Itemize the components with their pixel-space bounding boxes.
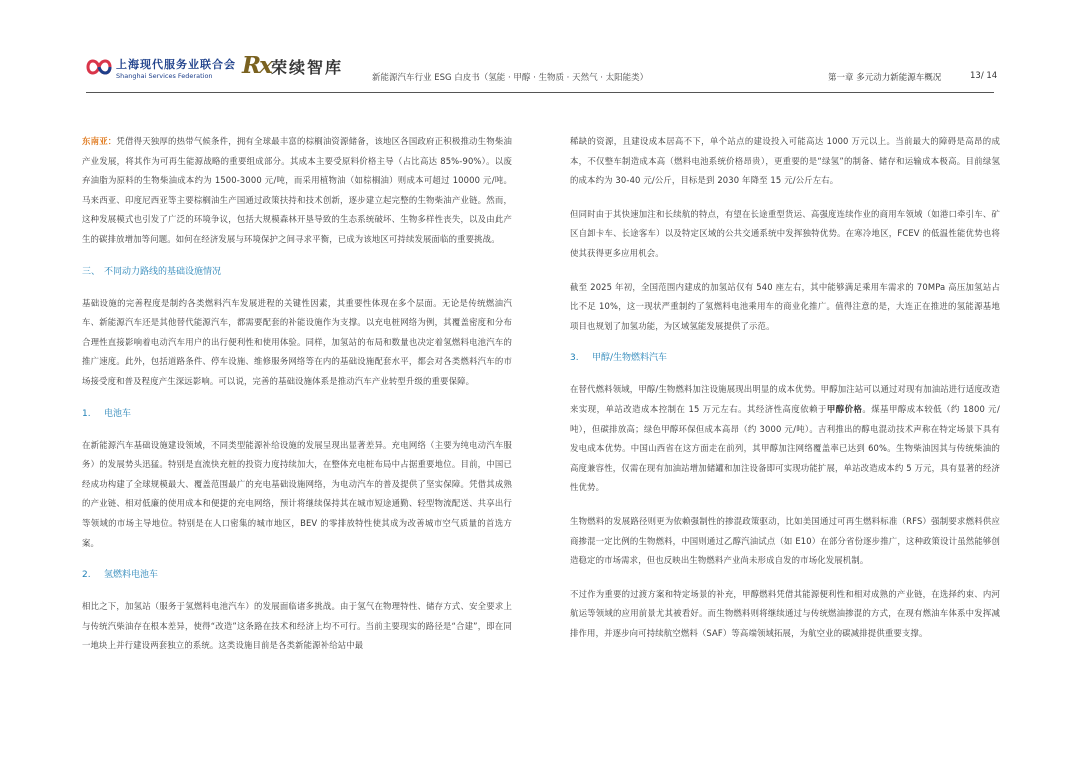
subsection-title: 电池车 [104,408,132,419]
paragraph-text: 在替代燃料领域，甲醇/生物燃料加注设施展现出明显的成本优势。甲醇加注站可以通过对现有加油站进行适度改造来实现，单站改造成本控制在 15 万元左右。其经济性高度依赖于 [570,384,1000,414]
keyword: 甲醇价格 [826,403,863,414]
brand-mark-icon: Rx [242,52,271,79]
paragraph: 稀缺的资源，且建设成本居高不下，单个站点的建设投入可能高达 1000 万元以上。当前最大的障碍是高昂的成本，不仅整车制造成本高（燃料电池系统价格昂贵），更重要的是“绿氢”的制备、储存和运输成本极高。目前绿氢的成本约为 30-40 元/公斤，目标是到 2030 年降至 15 元/公斤左右。 [570,136,1000,186]
paragraph: 不过作为重要的过渡方案和特定场景的补充，甲醇燃料凭借其能源便利性和相对成熟的产业链，在选择约束、内河航运等领域的应用前景尤其被看好。而生物燃料则将继续通过与传统燃油掺混的方式，在现有燃油车体系中发挥减排作用，并逐步向可持续航空燃料（SAF）等高端领域拓展，为航空业的碳减排提供重要支撑。 [570,588,1000,638]
subsection-number: 2. [82,570,91,581]
federation-name: 上海现代服务业联合会 [116,58,236,71]
paragraph-lead: 东南亚： [82,136,117,146]
left-column [82,132,512,670]
subsection-title: 甲醇/生物燃料汽车 [592,353,668,364]
paragraph: 截至 2025 年初，全国范围内建成的加氢站仅有 540 座左右，其中能够满足乘用车需求的 70MPa 高压加氢站占比不足 10%，这一现状严重制约了氢燃料电池乘用车的商业化推广。值得注意的是，大连正在推进的氢能源基地项目也规划了加氢功能，为区域氢能发展提供了示范。 [570,281,1000,331]
page-header [0,0,1080,100]
section-number: 三、 [82,266,101,277]
paragraph [82,132,512,250]
chapter-title: 第一章 多元动力新能源车概况 [828,73,942,83]
paragraph: 但同时由于其快速加注和长续航的特点，有望在长途重型货运、高强度连续作业的商用车领域（如港口牵引车、矿区自卸卡车、长途客车）以及特定区域的公共交通系统中发挥独特优势。在寒冷地区，FCEV 的低温性能优势也将使其获得更多应用机会。 [570,208,1000,258]
subsection-heading [570,350,1000,366]
brand-logo [242,52,362,82]
federation-logo [86,52,236,86]
paragraph-text: 。煤基甲醇成本较低（约 1800 元/吨），但碳排放高；绿色甲醇环保但成本高昂（约 3000 元/吨）。吉利推出的醇电混动技术声称在特定场景下具有发电成本优势。中国山西省在这方面走在前列，其甲醇加注网络覆盖率已达到 60%。生物柴油因其与传统柴油的高度兼容性，仅需在现有加油站增加储罐和加注设备即可实现功能扩展，单站改造成本约 5 万元，具有显著的经济性优势。 [570,403,1000,493]
section-heading [82,264,512,280]
federation-name-en: Shanghai Services Federation [116,72,213,80]
right-column [570,132,1000,657]
subsection-number: 3. [570,353,579,364]
paragraph-text: 凭借得天独厚的热带气候条件，拥有全球最丰富的棕榈油资源储备，该地区各国政府正积极推动生物柴油产业发展，将其作为可再生能源战略的重要组成部分。其成本主要受原料价格主导（占比高达 85%-90%）。以废弃油脂为原料的生物柴油成本约为 1500-3000 元/吨，而采用植物油（如棕榈油）则成本可超过 10000 元/吨。马来西亚、印度尼西亚等主要棕榈油生产国通过政策扶持和技术创新，逐步建立起完整的生物柴油产业链。然而，这种发展模式也引发了广泛的环境争议，包括大规模森林开垦导致的生态系统破坏、生物多样性丧失，以及由此产生的碳排放增加等问题。如何在经济发展与环境保护之间寻求平衡，已成为该地区可持续发展面临的重要挑战。 [82,136,512,244]
section-title: 不同动力路线的基础设施情况 [104,266,222,277]
subsection-number: 1. [82,408,91,419]
subsection-heading [82,406,512,422]
header-divider [86,92,994,93]
subsection-title: 氢燃料电池车 [104,570,159,581]
brand-name: 荣续智库 [271,58,344,77]
document-title: 新能源汽车行业 ESG 白皮书（氢能 · 甲醇 · 生物质 · 天然气 · 太阳能类） [372,73,649,83]
federation-logo-icon [86,56,112,78]
paragraph: 在新能源汽车基础设施建设领域，不同类型能源补给设施的发展呈现出显著差异。充电网络（主要为纯电动汽车服务）的发展势头迅猛。特别是直流快充桩的投资力度持续加大，在整体充电桩布局中占据重要地位。目前，中国已经成功构建了全球规模最大、覆盖范围最广的充电基础设施网络，为电动汽车的普及提供了坚实保障。凭借其成熟的产业链、相对低廉的使用成本和便捷的充电网络，预计将继续保持其在城市短途通勤、轻型物流配送、共享出行等领域的市场主导地位。特别是在人口密集的城市地区，BEV 的零排放特性使其成为改善城市空气质量的首选方案。 [82,439,512,548]
page-number: 13/ 14 [970,71,998,81]
paragraph: 基础设施的完善程度是制约各类燃料汽车发展进程的关键性因素，其重要性体现在多个层面。无论是传统燃油汽车、新能源汽车还是其他替代能源汽车，都需要配套的补能设施作为支撑。以充电桩网络为例，其覆盖密度和分布合理性直接影响着电动汽车用户的出行便利性和使用体验。同样，加氢站的布局和数量也决定着氢燃料电池汽车的推广速度。此外，包括道路条件、停车设施、维修服务网络等在内的基础设施配套水平，都会对各类燃料汽车的市场接受度和普及程度产生深远影响。可以说，完善的基础设施体系是推动汽车产业转型升级的重要保障。 [82,297,512,386]
paragraph: 相比之下，加氢站（服务于氢燃料电池汽车）的发展面临诸多挑战。由于氢气在物理特性、储存方式、安全要求上与传统汽柴油存在根本差异，使得“改造”这条路在技术和经济上均不可行。当前主要现实的路径是“合建”，即在同一地块上并行建设两套独立的系统。这类设施目前是各类新能源补给站中最 [82,601,512,651]
subsection-heading [82,567,512,583]
paragraph [570,380,1000,498]
paragraph: 生物燃料的发展路径则更为依赖强制性的掺混政策驱动，比如美国通过可再生燃料标准（RFS）强制要求燃料供应商掺混一定比例的生物燃料，中国则通过乙醇汽油试点（如 E10）在部分省份逐步推广，这种政策设计虽然能够创造稳定的市场需求，但也反映出生物燃料产业尚未形成自发的市场化发展机制。 [570,515,1000,566]
